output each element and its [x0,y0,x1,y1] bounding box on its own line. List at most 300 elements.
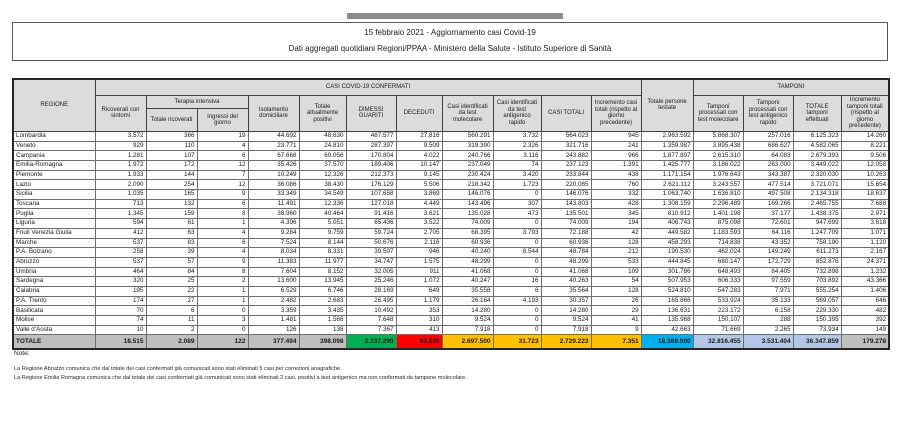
total-value-cell: 2.729.223 [541,335,591,350]
value-cell: 263.000 [743,161,793,171]
value-cell: 946 [396,248,442,258]
region-row [13,199,889,209]
region-row [13,180,889,190]
value-cell: 241 [591,141,641,151]
value-cell: 4.193 [493,296,541,306]
value-cell: 6.529 [248,286,299,296]
value-cell: 127.018 [346,199,396,209]
col-header-persone-testate: Totale persone testate [641,79,693,131]
value-cell: 9.524 [541,316,591,326]
value-cell: 0 [493,219,541,229]
region-name-cell: Sicilia [13,190,95,200]
value-cell: 947.699 [793,219,841,229]
value-cell: 343.387 [743,170,793,180]
region-name-cell: Veneto [13,141,95,151]
col-header-incremento-casi: Incremento casi totali (rispetto al giorno precedente) [591,96,641,132]
value-cell: 107 [146,151,197,161]
value-cell: 10.147 [396,161,442,171]
value-cell: 507.953 [641,277,693,287]
value-cell: 38.960 [248,209,299,219]
value-cell: 24.810 [299,141,346,151]
value-cell: 138 [299,325,346,335]
value-cell: 7.971 [743,286,793,296]
value-cell: 13.600 [248,277,299,287]
region-row [13,151,889,161]
value-cell: 5.868.307 [693,131,743,141]
value-cell: 143.496 [442,199,493,209]
region-row [13,306,889,316]
col-header-deceduti: DECEDUTI [396,96,442,132]
col-header-tamponi-totale: TOTALE tamponi effettuati [793,96,841,132]
value-cell: 128 [591,286,641,296]
value-cell: 3.243.557 [693,180,743,190]
value-cell: 1.232 [841,267,889,277]
value-cell: 25.246 [346,277,396,287]
value-cell: 537 [95,238,146,248]
value-cell: 428 [591,199,641,209]
value-cell: 3.116 [493,151,541,161]
value-cell: 524.810 [641,286,693,296]
value-cell: 41.068 [442,267,493,277]
value-cell: 71.669 [693,325,743,335]
total-value-cell: 18.515 [95,335,146,350]
value-cell: 59.724 [346,228,396,238]
value-cell: 54 [591,277,641,287]
value-cell: 169.266 [743,199,793,209]
region-row [13,286,889,296]
region-row [13,228,889,238]
value-cell: 7.918 [442,325,493,335]
value-cell: 3.621 [396,209,442,219]
value-cell: 74.009 [442,219,493,229]
value-cell: 40.247 [442,277,493,287]
value-cell: 50.676 [346,238,396,248]
value-cell: 852.876 [793,257,841,267]
value-cell: 44.692 [248,131,299,141]
value-cell: 26 [591,296,641,306]
value-cell: 646 [841,296,889,306]
value-cell: 27.816 [396,131,442,141]
value-cell: 29 [591,306,641,316]
region-name-cell: Umbria [13,267,95,277]
value-cell: 10.249 [248,170,299,180]
value-cell: 83 [146,238,197,248]
value-cell: 2.116 [396,238,442,248]
value-cell: 310 [396,316,442,326]
value-cell: 8.034 [248,248,299,258]
region-row [13,238,889,248]
value-cell: 555.254 [793,286,841,296]
value-cell: 319.390 [442,141,493,151]
col-header-ti-totale: Totale ricoverati [146,109,197,132]
col-header-ti-ingressi: Ingressi del giorno [197,109,248,132]
bulletin-date-title: 15 febbraio 2021 - Aggiornamento casi Covid-19 [364,28,536,37]
value-cell: 1.401.198 [693,209,743,219]
value-cell: 1.281 [95,151,146,161]
value-cell: 1.359.987 [641,141,693,151]
value-cell: 1.406 [841,286,889,296]
value-cell: 84 [146,267,197,277]
value-cell: 48.299 [442,257,493,267]
value-cell: 4.396 [248,219,299,229]
value-cell: 18.637 [841,190,889,200]
value-cell: 1.063.740 [641,190,693,200]
value-cell: 35.426 [248,161,299,171]
value-cell: 194 [591,219,641,229]
value-cell: 176.129 [346,180,396,190]
total-label-cell: TOTALE [13,335,95,350]
note-abruzzo: La Regione Abruzzo comunica che dal totale dei casi confermati già comunicati sono stati eliminati 5 casi per correzioni anagrafiche. [14,366,342,372]
region-column-header: REGIONE [13,79,95,131]
value-cell: 9.524 [442,316,493,326]
value-cell: 135.968 [641,316,693,326]
value-cell: 713 [95,199,146,209]
value-cell: 150.107 [693,316,743,326]
value-cell: 2.615.310 [693,151,743,161]
value-cell: 8.152 [299,267,346,277]
value-cell: 473 [493,209,541,219]
value-cell: 212.373 [346,170,396,180]
value-cell: 332 [591,190,641,200]
value-cell: 237.123 [541,161,591,171]
value-cell: 3.572 [95,131,146,141]
value-cell: 57 [146,257,197,267]
value-cell: 1.636.810 [693,190,743,200]
notes [14,350,874,384]
total-value-cell: 31.723 [493,335,541,350]
value-cell: 67.668 [248,151,299,161]
value-cell: 195 [95,286,146,296]
value-cell: 65.436 [346,219,396,229]
value-cell: 6 [197,238,248,248]
header-main-row [13,96,889,109]
value-cell: 37.570 [299,161,346,171]
value-cell: 6 [197,199,248,209]
value-cell: 61 [146,219,197,229]
total-row [13,335,889,350]
value-cell: 1 [197,219,248,229]
region-name-cell: Basilicata [13,306,95,316]
value-cell: 301.786 [641,267,693,277]
value-cell: 174 [95,296,146,306]
value-cell: 1.972 [95,161,146,171]
value-cell: 4.449 [396,199,442,209]
value-cell: 810.912 [641,209,693,219]
value-cell: 321.716 [541,141,591,151]
value-cell: 110 [146,141,197,151]
value-cell: 648.493 [693,267,743,277]
value-cell: 9.506 [841,151,889,161]
value-cell: 34.549 [299,190,346,200]
value-cell: 165.866 [641,296,693,306]
value-cell: 150.395 [793,316,841,326]
value-cell: 1.183.593 [693,228,743,238]
value-cell: 345 [591,209,641,219]
value-cell: 74 [95,316,146,326]
value-cell: 703.892 [793,277,841,287]
value-cell: 2.971 [841,209,889,219]
value-cell: 4 [197,248,248,258]
value-cell: 1.425.777 [641,161,693,171]
value-cell: 74 [493,161,541,171]
col-header-casi-totali: CASI TOTALI [541,96,591,132]
value-cell: 136.631 [641,306,693,316]
value-cell: 143.803 [541,199,591,209]
value-cell: 126 [248,325,299,335]
value-cell: 2.167 [841,248,889,258]
region-name-cell: P.A. Trento [13,296,95,306]
value-cell: 16 [493,277,541,287]
value-cell: 237.049 [442,161,493,171]
value-cell: 2.090 [95,180,146,190]
value-cell: 63 [146,228,197,238]
value-cell: 60.936 [541,238,591,248]
col-header-dimessi-guariti: DIMESSI GUARITI [346,96,396,132]
value-cell: 6.158 [743,306,793,316]
col-header-isolamento: Isolamento domiciliare [248,96,299,132]
value-cell: 9 [591,325,641,335]
value-cell: 0 [493,316,541,326]
value-cell: 438 [591,170,641,180]
value-cell: 9.509 [396,141,442,151]
region-name-cell: Abruzzo [13,257,95,267]
value-cell: 1 [197,286,248,296]
value-cell: 392 [841,316,889,326]
value-cell: 1.171.154 [641,170,693,180]
value-cell: 3.359 [248,306,299,316]
value-cell: 254 [146,180,197,190]
value-cell: 9 [197,257,248,267]
value-cell: 2.621.112 [641,180,693,190]
value-cell: 9.284 [248,228,299,238]
value-cell: 606.333 [693,277,743,287]
value-cell: 72.188 [541,228,591,238]
value-cell: 72.601 [743,219,793,229]
value-cell: 462.024 [693,248,743,258]
value-cell: 7.918 [541,325,591,335]
value-cell: 966 [591,151,641,161]
total-value-cell: 122 [197,335,248,350]
value-cell: 2 [146,325,197,335]
value-cell: 1.933 [95,170,146,180]
value-cell: 875.098 [693,219,743,229]
value-cell: 212 [591,248,641,258]
value-cell: 3.420 [493,170,541,180]
value-cell: 2.465.755 [793,199,841,209]
value-cell: 533.924 [693,296,743,306]
value-cell: 15.654 [841,180,889,190]
value-cell: 569.057 [793,296,841,306]
value-cell: 4.022 [396,151,442,161]
value-cell: 6.746 [299,286,346,296]
col-header-ricoverati: Ricoverati con sintomi [95,96,146,132]
value-cell: 1 [197,296,248,306]
value-cell: 73.934 [793,325,841,335]
col-header-tamponi-antigenico: Tamponi processati con test antigenico rapido [743,96,793,132]
table-header [13,79,889,131]
total-value-cell: 3.531.404 [743,335,793,350]
value-cell: 40.263 [541,277,591,287]
value-cell: 165 [146,190,197,200]
value-cell: 42.663 [641,325,693,335]
value-cell: 497.508 [743,190,793,200]
value-cell: 4.582.065 [793,141,841,151]
value-cell: 2.265 [743,325,793,335]
value-cell: 24.371 [841,257,889,267]
value-cell: 2.296.489 [693,199,743,209]
value-cell: 413 [396,325,442,335]
tamponi-band: TAMPONI [693,79,889,96]
value-cell: 0 [197,306,248,316]
value-cell: 911 [396,267,442,277]
value-cell: 220.065 [541,180,591,190]
value-cell: 547.283 [693,286,743,296]
value-cell: 8 [197,209,248,219]
value-cell: 7 [197,170,248,180]
value-cell: 27 [146,296,197,306]
value-cell: 172 [146,161,197,171]
value-cell: 449.582 [641,228,693,238]
col-header-attualmente-positivi: Totale attualmente positivi [299,96,346,132]
value-cell: 243.882 [541,151,591,161]
value-cell: 8.331 [299,248,346,258]
value-cell: 43.352 [743,238,793,248]
value-cell: 307 [493,199,541,209]
region-name-cell: Liguria [13,219,95,229]
value-cell: 444.845 [641,257,693,267]
value-cell: 9 [197,190,248,200]
region-row [13,316,889,326]
value-cell: 146.076 [541,190,591,200]
value-cell: 1.308.159 [641,199,693,209]
value-cell: 128 [591,238,641,248]
value-cell: 2.326 [493,141,541,151]
value-cell: 107.658 [346,190,396,200]
value-cell: 3.449.022 [793,161,841,171]
value-cell: 1.120 [841,238,889,248]
value-cell: 732.898 [793,267,841,277]
value-cell: 40.240 [442,248,493,258]
value-cell: 10 [95,325,146,335]
value-cell: 230.424 [442,170,493,180]
region-row [13,248,889,258]
value-cell: 1.575 [396,257,442,267]
value-cell: 28.169 [346,286,396,296]
region-row [13,141,889,151]
value-cell: 2.683 [299,296,346,306]
region-name-cell: Molise [13,316,95,326]
value-cell: 477.514 [743,180,793,190]
value-cell: 13.945 [299,277,346,287]
value-cell: 12 [197,161,248,171]
value-cell: 2 [197,277,248,287]
value-cell: 135.028 [442,209,493,219]
value-cell: 97.559 [743,277,793,287]
value-cell: 36.086 [248,180,299,190]
value-cell: 11.383 [248,257,299,267]
value-cell: 537 [95,257,146,267]
top-scrollbar-artifact [347,13,563,19]
value-cell: 144 [146,170,197,180]
region-name-cell: Calabria [13,286,95,296]
value-cell: 39.507 [346,248,396,258]
value-cell: 1.391 [591,161,641,171]
value-cell: 1.035 [95,190,146,200]
region-row [13,209,889,219]
region-name-cell: Lombardia [13,131,95,141]
value-cell: 1.438.375 [793,209,841,219]
value-cell: 37.177 [743,209,793,219]
value-cell: 14.280 [442,306,493,316]
value-cell: 2.679.393 [793,151,841,161]
region-name-cell: Sardegna [13,277,95,287]
region-row [13,267,889,277]
notes-title: Note: [14,350,30,357]
value-cell: 686.627 [743,141,793,151]
value-cell: 7.524 [248,238,299,248]
value-cell: 70 [95,306,146,316]
confirmed-cases-band: CASI COVID-19 CONFERMATI [95,79,641,96]
value-cell: 0 [493,325,541,335]
value-cell: 611.273 [793,248,841,258]
value-cell: 48.784 [541,248,591,258]
value-cell: 10.263 [841,170,889,180]
value-cell: 3.895.438 [693,141,743,151]
value-cell: 288 [743,316,793,326]
col-header-incremento-tamponi: Incremento tamponi totali (rispetto al giorno precedente) [841,96,889,132]
value-cell: 482 [841,306,889,316]
value-cell: 64.083 [743,151,793,161]
value-cell: 353 [396,306,442,316]
value-cell: 2.963.592 [641,131,693,141]
value-cell: 1.345 [95,209,146,219]
value-cell: 48.299 [541,257,591,267]
value-cell: 84.405 [743,267,793,277]
value-cell: 4 [197,141,248,151]
value-cell: 68.395 [442,228,493,238]
value-cell: 412 [95,228,146,238]
total-value-cell: 179.278 [841,335,889,350]
region-name-cell: Emilia-Romagna [13,161,95,171]
region-name-cell: Valle d'Aosta [13,325,95,335]
value-cell: 233.844 [541,170,591,180]
value-cell: 26.164 [442,296,493,306]
value-cell: 3.869 [396,190,442,200]
value-cell: 41.068 [541,267,591,277]
value-cell: 7.648 [346,316,396,326]
value-cell: 26.495 [346,296,396,306]
value-cell: 135.501 [541,209,591,219]
value-cell: 39 [146,248,197,258]
value-cell: 0 [493,306,541,316]
value-cell: 1.976.643 [693,170,743,180]
value-cell: 240.766 [442,151,493,161]
value-cell: 19 [197,131,248,141]
value-cell: 5.051 [299,219,346,229]
region-row [13,170,889,180]
value-cell: 3.732 [493,131,541,141]
value-cell: 9.145 [396,170,442,180]
total-value-cell: 2.089 [146,335,197,350]
value-cell: 12.336 [299,199,346,209]
value-cell: 11 [146,316,197,326]
value-cell: 1.072 [396,277,442,287]
value-cell: 4 [197,228,248,238]
value-cell: 7.367 [346,325,396,335]
value-cell: 760 [591,180,641,190]
value-cell: 680.147 [693,257,743,267]
value-cell: 42 [591,228,641,238]
